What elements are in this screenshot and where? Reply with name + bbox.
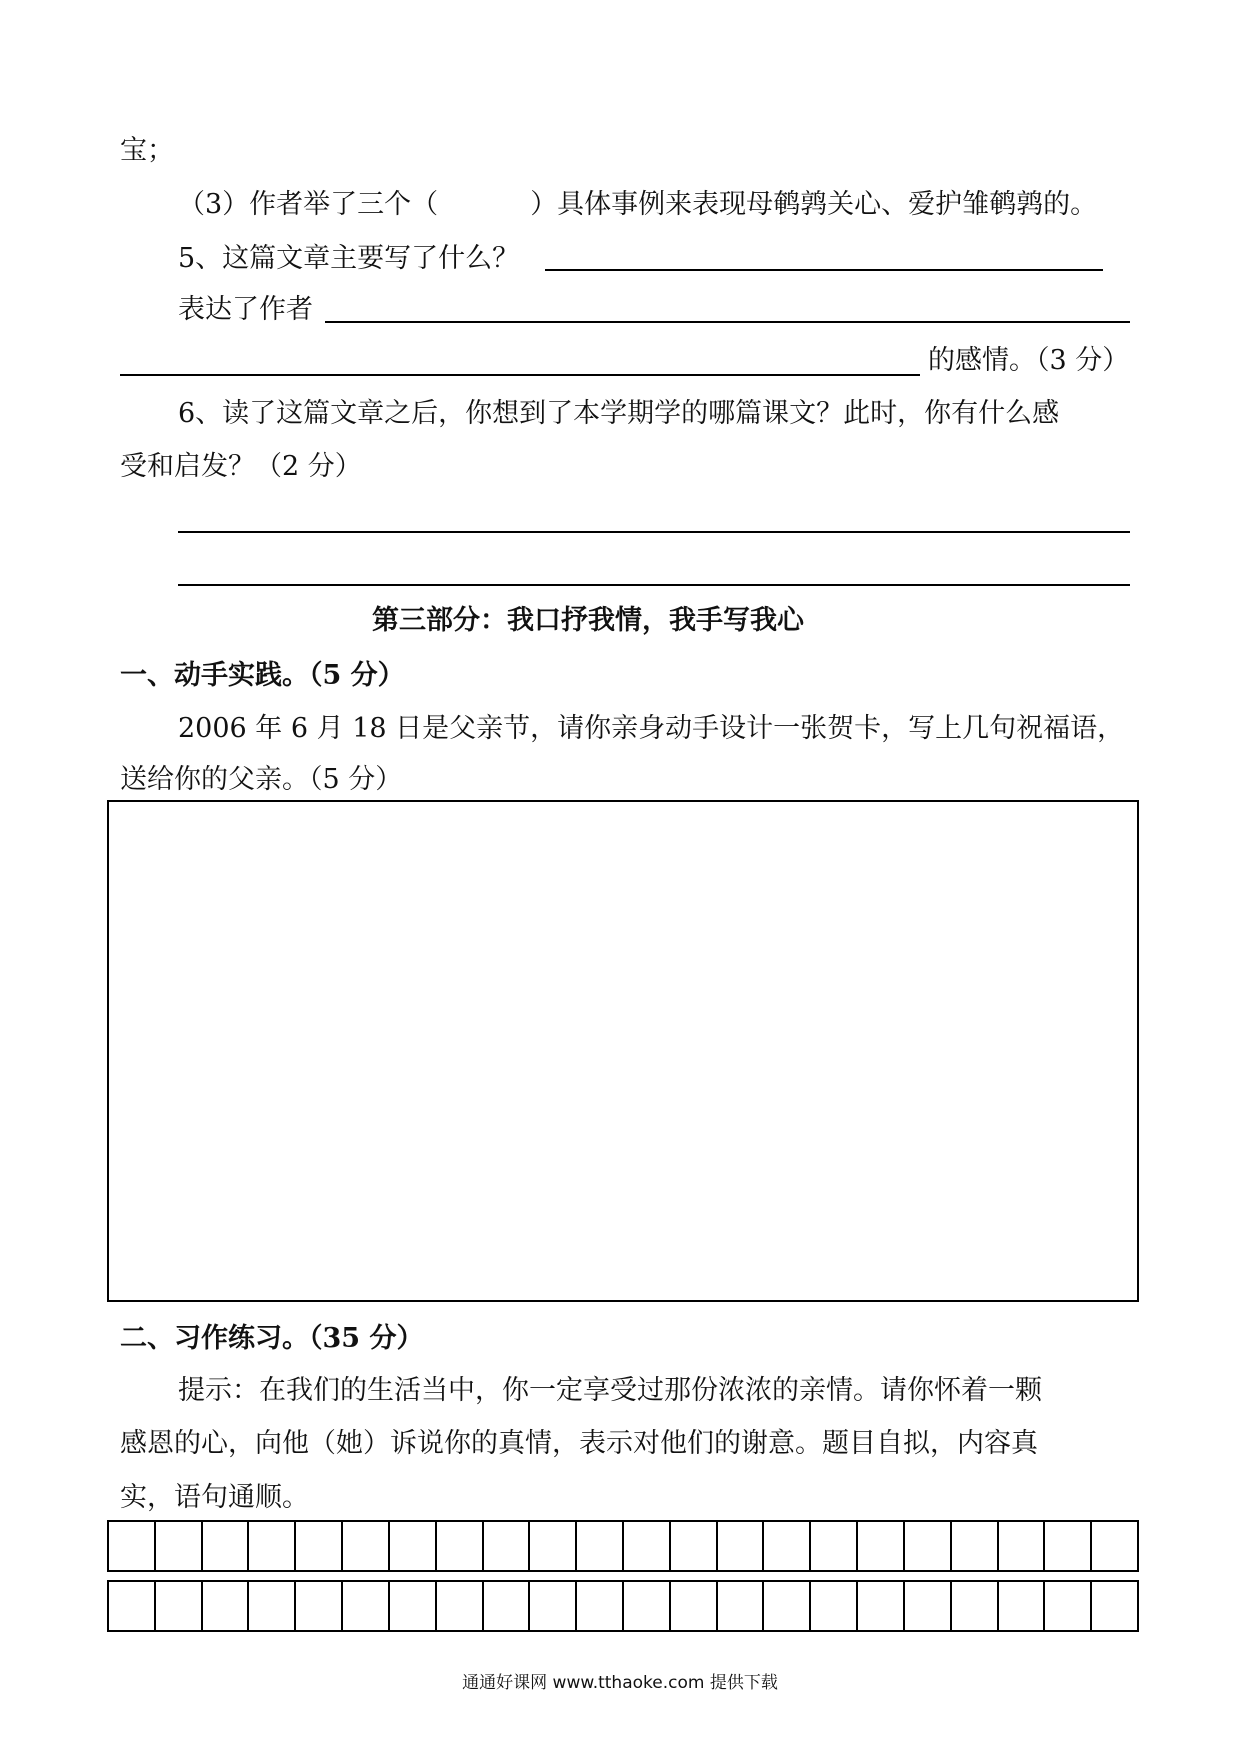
writing-cell[interactable] — [249, 1522, 296, 1572]
page-footer: 通通好课网 www.tthaoke.com 提供下载 — [462, 1673, 778, 1693]
writing-cell[interactable] — [811, 1522, 858, 1572]
writing-cell[interactable] — [249, 1582, 296, 1632]
writing-cell[interactable] — [296, 1522, 343, 1572]
writing-cell[interactable] — [624, 1522, 671, 1572]
section2-line2: 感恩的心，向他（她）诉说你的真情，表示对他们的谢意。题目自拟，内容真 — [120, 1428, 1038, 1459]
writing-grid-row-2[interactable] — [107, 1580, 1139, 1632]
q5-answer-line[interactable] — [545, 269, 1103, 271]
q4-item3-pre: （3）作者举了三个（ — [178, 189, 439, 220]
q5-express-line2[interactable] — [120, 374, 920, 376]
writing-cell[interactable] — [905, 1522, 952, 1572]
q6-answer-line1[interactable] — [178, 531, 1130, 533]
writing-cell[interactable] — [484, 1522, 531, 1572]
writing-cell[interactable] — [952, 1522, 999, 1572]
writing-cell[interactable] — [577, 1522, 624, 1572]
writing-cell[interactable] — [952, 1582, 999, 1632]
writing-cell[interactable] — [343, 1582, 390, 1632]
q5-express-suffix: 的感情。（3 分） — [928, 345, 1130, 376]
writing-cell[interactable] — [577, 1582, 624, 1632]
section2-line1: 提示：在我们的生活当中，你一定享受过那份浓浓的亲情。请你怀着一颗 — [178, 1375, 1042, 1406]
writing-cell[interactable] — [390, 1522, 437, 1572]
q6-answer-line2[interactable] — [178, 584, 1130, 586]
writing-cell[interactable] — [1045, 1582, 1092, 1632]
writing-cell[interactable] — [858, 1582, 905, 1632]
section2-line3: 实，语句通顺。 — [120, 1482, 309, 1513]
writing-cell[interactable] — [109, 1522, 156, 1572]
q5-question: 5、这篇文章主要写了什么？ — [178, 243, 520, 274]
writing-cell[interactable] — [624, 1582, 671, 1632]
writing-cell[interactable] — [530, 1522, 577, 1572]
writing-cell[interactable] — [999, 1582, 1046, 1632]
q5-express-prefix: 表达了作者 — [178, 294, 313, 325]
writing-cell[interactable] — [437, 1582, 484, 1632]
writing-cell[interactable] — [156, 1522, 203, 1572]
part3-title: 第三部分：我口抒我情，我手写我心 — [372, 605, 804, 636]
writing-cell[interactable] — [203, 1582, 250, 1632]
writing-cell[interactable] — [999, 1522, 1046, 1572]
writing-cell[interactable] — [156, 1582, 203, 1632]
section1-line2: 送给你的父亲。（5 分） — [120, 764, 403, 795]
q5-express-line1[interactable] — [325, 321, 1130, 323]
writing-cell[interactable] — [671, 1582, 718, 1632]
writing-cell[interactable] — [905, 1582, 952, 1632]
writing-cell[interactable] — [343, 1522, 390, 1572]
writing-cell[interactable] — [530, 1582, 577, 1632]
writing-cell[interactable] — [1092, 1582, 1139, 1632]
q6-line1: 6、读了这篇文章之后，你想到了本学期学的哪篇课文？此时，你有什么感 — [178, 398, 1060, 429]
writing-cell[interactable] — [718, 1522, 765, 1572]
writing-cell[interactable] — [858, 1522, 905, 1572]
writing-grid-row-1[interactable] — [107, 1520, 1139, 1572]
writing-cell[interactable] — [437, 1522, 484, 1572]
writing-cell[interactable] — [718, 1582, 765, 1632]
q6-line2: 受和启发？（2 分） — [120, 451, 362, 482]
writing-cell[interactable] — [764, 1582, 811, 1632]
writing-cell[interactable] — [484, 1582, 531, 1632]
writing-cell[interactable] — [1045, 1522, 1092, 1572]
q4-bao-tail: 宝； — [120, 135, 174, 166]
section2-heading: 二、习作练习。（35 分） — [120, 1323, 424, 1354]
writing-cell[interactable] — [764, 1522, 811, 1572]
writing-cell[interactable] — [811, 1582, 858, 1632]
q4-item3-post: ）具体事例来表现母鹌鹑关心、爱护雏鹌鹑的。 — [530, 189, 1098, 220]
writing-cell[interactable] — [390, 1582, 437, 1632]
writing-cell[interactable] — [671, 1522, 718, 1572]
writing-cell[interactable] — [296, 1582, 343, 1632]
section1-heading: 一、动手实践。（5 分） — [120, 660, 405, 691]
section1-line1: 2006 年 6 月 18 日是父亲节，请你亲身动手设计一张贺卡，写上几句祝福语， — [178, 713, 1125, 744]
greeting-card-box[interactable] — [107, 800, 1139, 1302]
q4-item3 — [178, 188, 1097, 222]
writing-cell[interactable] — [1092, 1522, 1139, 1572]
writing-cell[interactable] — [109, 1582, 156, 1632]
writing-cell[interactable] — [203, 1522, 250, 1572]
